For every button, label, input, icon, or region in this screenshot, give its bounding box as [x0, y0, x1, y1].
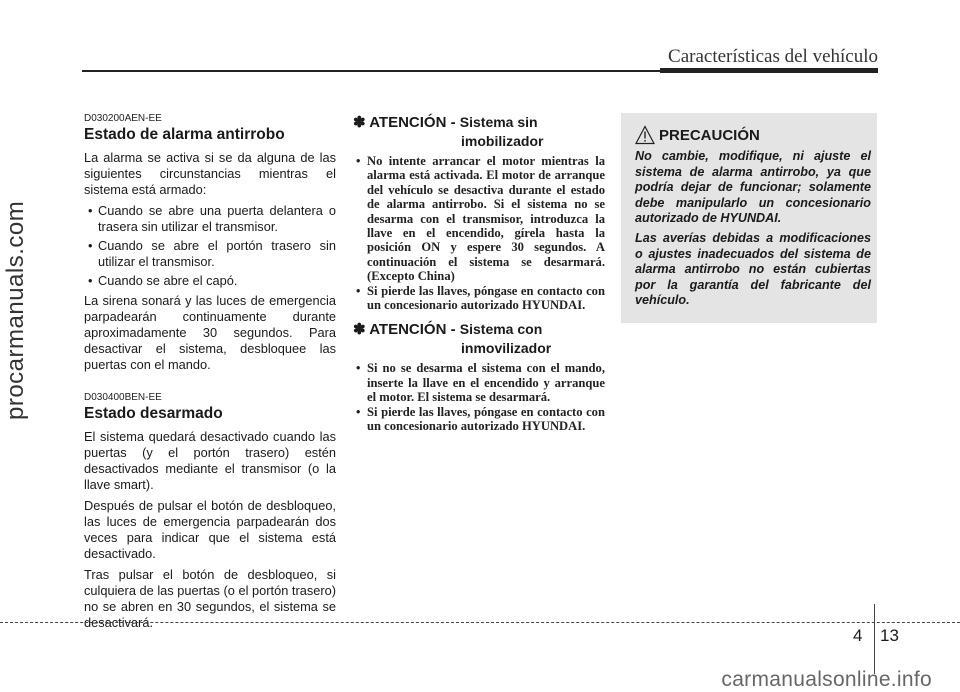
- precaution-title: PRECAUCIÓN: [659, 126, 760, 144]
- attention-heading-no-immobilizer: [353, 113, 605, 150]
- list-item: • No intente arrancar el motor mientras la alarma está activada. El motor de arranque del vehículo se desactiva durante el estado de alarma antirrobo. Si el sistema no se desarma con el transmisor, introduzca la llave en el encendido, gírela hasta la posición ON y espere 30 segundos. A continuación el sistema se desarmará. (Excepto China): [353, 154, 605, 284]
- precaution-text: Las averías debidas a modificaciones o ajustes inadecuados del sistema de alarma antirrobo no están cubiertas por la garantía del fabricante del vehículo.: [635, 230, 871, 308]
- page-number-divider: [874, 604, 875, 674]
- list-item: • Si pierde las llaves, póngase en contacto con un concesionario autorizado HYUNDAI.: [353, 405, 605, 434]
- disarmed-paragraph: Tras pulsar el botón de desbloqueo, si culquiera de las puertas (o el portón trasero) no se abren en 30 segundos, el sistema se desactivará.: [84, 567, 336, 630]
- precaution-header: [635, 125, 871, 145]
- attention-symbol: ✽: [353, 114, 366, 131]
- section-code: D030400BEN-EE: [84, 392, 162, 403]
- list-item: • Si no se desarma el sistema con el mando, inserte la llave en el encendido y arranque el motor. El sistema se desarmará.: [353, 361, 605, 404]
- attention-subtitle: Sistema con: [459, 321, 543, 338]
- footer-rule: [0, 622, 960, 623]
- header-title: Características del vehículo: [668, 46, 878, 67]
- attention-list: [353, 154, 605, 312]
- side-watermark: procarmanuals.com: [2, 200, 29, 420]
- attention-list: [353, 361, 605, 433]
- bottom-watermark: carmanualsonline.info: [721, 668, 932, 691]
- list-item: • Cuando se abre el capó.: [84, 273, 336, 289]
- precaution-box: [621, 113, 877, 323]
- attention-symbol: ✽: [353, 321, 366, 339]
- left-column: [84, 113, 336, 636]
- precaution-text: No cambie, modifique, ni ajuste el sistema de alarma antirrobo, ya que podría dejar de funcionar; solamente debe manipularlo un concesionario autorizado de HYUNDAI.: [635, 149, 871, 226]
- disarmed-paragraph: El sistema quedará desactivado cuando las puertas (y el portón trasero) estén desactivados mediante el transmisor (o la llave smart).: [84, 429, 336, 492]
- alarm-intro: La alarma se activa si se da alguna de las siguientes circunstancias mientras el sistema está armado:: [84, 150, 336, 197]
- middle-column: [353, 113, 605, 442]
- disarmed-paragraph: Después de pulsar el botón de desbloqueo, las luces de emergencia parpadearán dos veces para indicar que el sistema está desactivado.: [84, 498, 336, 561]
- list-item: • Cuando se abre el portón trasero sin utilizar el transmisor.: [84, 238, 336, 270]
- list-item: • Si pierde las llaves, póngase en contacto con un concesionario autorizado HYUNDAI.: [353, 284, 605, 313]
- attention-label: ATENCIÓN -: [369, 321, 456, 339]
- attention-subtitle-line2: imobilizador: [461, 133, 544, 149]
- section-code: D030200AEN-EE: [84, 113, 162, 124]
- section-heading-alarm: Estado de alarma antirrobo: [84, 126, 285, 143]
- list-item: • Cuando se abre una puerta delantera o trasera sin utilizar el transmisor.: [84, 203, 336, 235]
- attention-subtitle-line2: inmovilizador: [461, 340, 552, 357]
- alarm-conditions-list: [84, 203, 336, 289]
- attention-heading-with-immobilizer: [353, 320, 605, 357]
- section-heading-disarmed: Estado desarmado: [84, 405, 223, 422]
- alarm-paragraph: La sirena sonará y las luces de emergencia parpadearán continuamente durante aproximadamente 30 segundos. Para desactivar el sistema, desbloquee las puertas con el mando.: [84, 293, 336, 372]
- attention-subtitle: Sistema sin: [459, 114, 538, 130]
- attention-label: ATENCIÓN -: [369, 114, 456, 131]
- header-rule-accent: [660, 68, 878, 73]
- chapter-number: 4: [853, 626, 863, 645]
- warning-icon: [635, 125, 655, 145]
- page-number: 13: [880, 626, 899, 645]
